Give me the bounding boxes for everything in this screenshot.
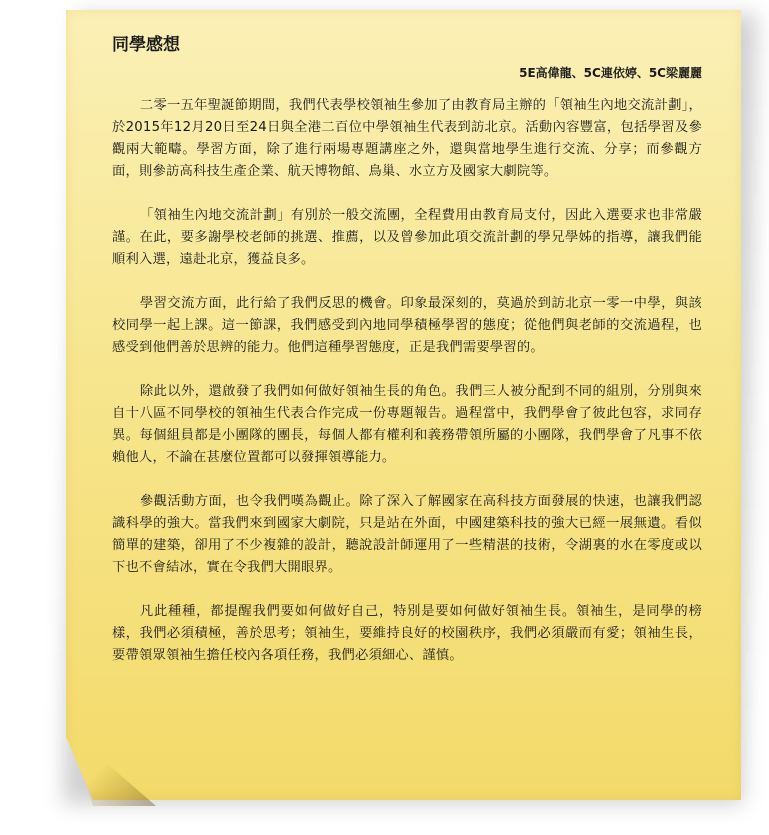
paragraph-6: 凡此種種，都提醒我們要如何做好自己，特別是要如何做好領袖生長。領袖生，是同學的榜樣，我們必須積極，善於思考；領袖生，要維持良好的校園秩序，我們必須嚴而有愛；領袖生長，要帶領眾領袖生擔任校內各項任務，我們必須細心、謹慎。 bbox=[112, 604, 702, 663]
paragraph-3: 學習交流方面，此行給了我們反思的機會。印象最深刻的，莫過於到訪北京一零一中學，與該校同學一起上課。這一節課，我們感受到內地同學積極學習的態度；從他們與老師的交流過程，也感受到他們善於思辨的能力。他們這種學習態度，正是我們需要學習的。 bbox=[112, 296, 702, 355]
article-authors: 5E高偉龍、5C連依婷、5C梁麗麗 bbox=[519, 66, 702, 80]
paragraph-5: 參觀活動方面，也令我們嘆為觀止。除了深入了解國家在高科技方面發展的快速，也讓我們認識科學的強大。當我們來到國家大劇院，只是站在外面，中國建築科技的強大已經一展無遺。看似簡單的建築，卻用了不少複雜的設計，聽說設計師運用了一些精湛的技術，令湖裏的水在零度或以下也不會結冰，實在令我們大開眼界。 bbox=[112, 494, 702, 575]
paragraph-1: 二零一五年聖誕節期間，我們代表學校領袖生參加了由教育局主辦的「領袖生內地交流計劃」，於2015年12月20日至24日與全港二百位中學領袖生代表到訪北京。活動內容豐富，包括學習及參觀兩大範疇。學習方面，除了進行兩場專題講座之外，還與當地學生進行交流、分享；而參觀方面，則參訪高科技生產企業、航天博物館、鳥巢、水立方及國家大劇院等。 bbox=[112, 98, 702, 179]
note-content bbox=[112, 34, 702, 689]
article-title: 同學感想 bbox=[112, 35, 180, 55]
paragraph-4: 除此以外，還啟發了我們如何做好領袖生長的角色。我們三人被分配到不同的組別，分別與來自十八區不同學校的領袖生代表合作完成一份專題報告。過程當中，我們學會了彼此包容，求同存異。每個組員都是小團隊的團長，每個人都有權利和義務帶領所屬的小團隊，我們學會了凡事不依賴他人，不論在甚麼位置都可以發揮領導能力。 bbox=[112, 384, 702, 465]
paragraph-2: 「領袖生內地交流計劃」有別於一般交流團，全程費用由教育局支付，因此入選要求也非常嚴謹。在此，要多謝學校老師的挑選、推薦，以及曾參加此項交流計劃的學兄學姊的指導，讓我們能順利入選，遠赴北京，獲益良多。 bbox=[112, 208, 702, 267]
